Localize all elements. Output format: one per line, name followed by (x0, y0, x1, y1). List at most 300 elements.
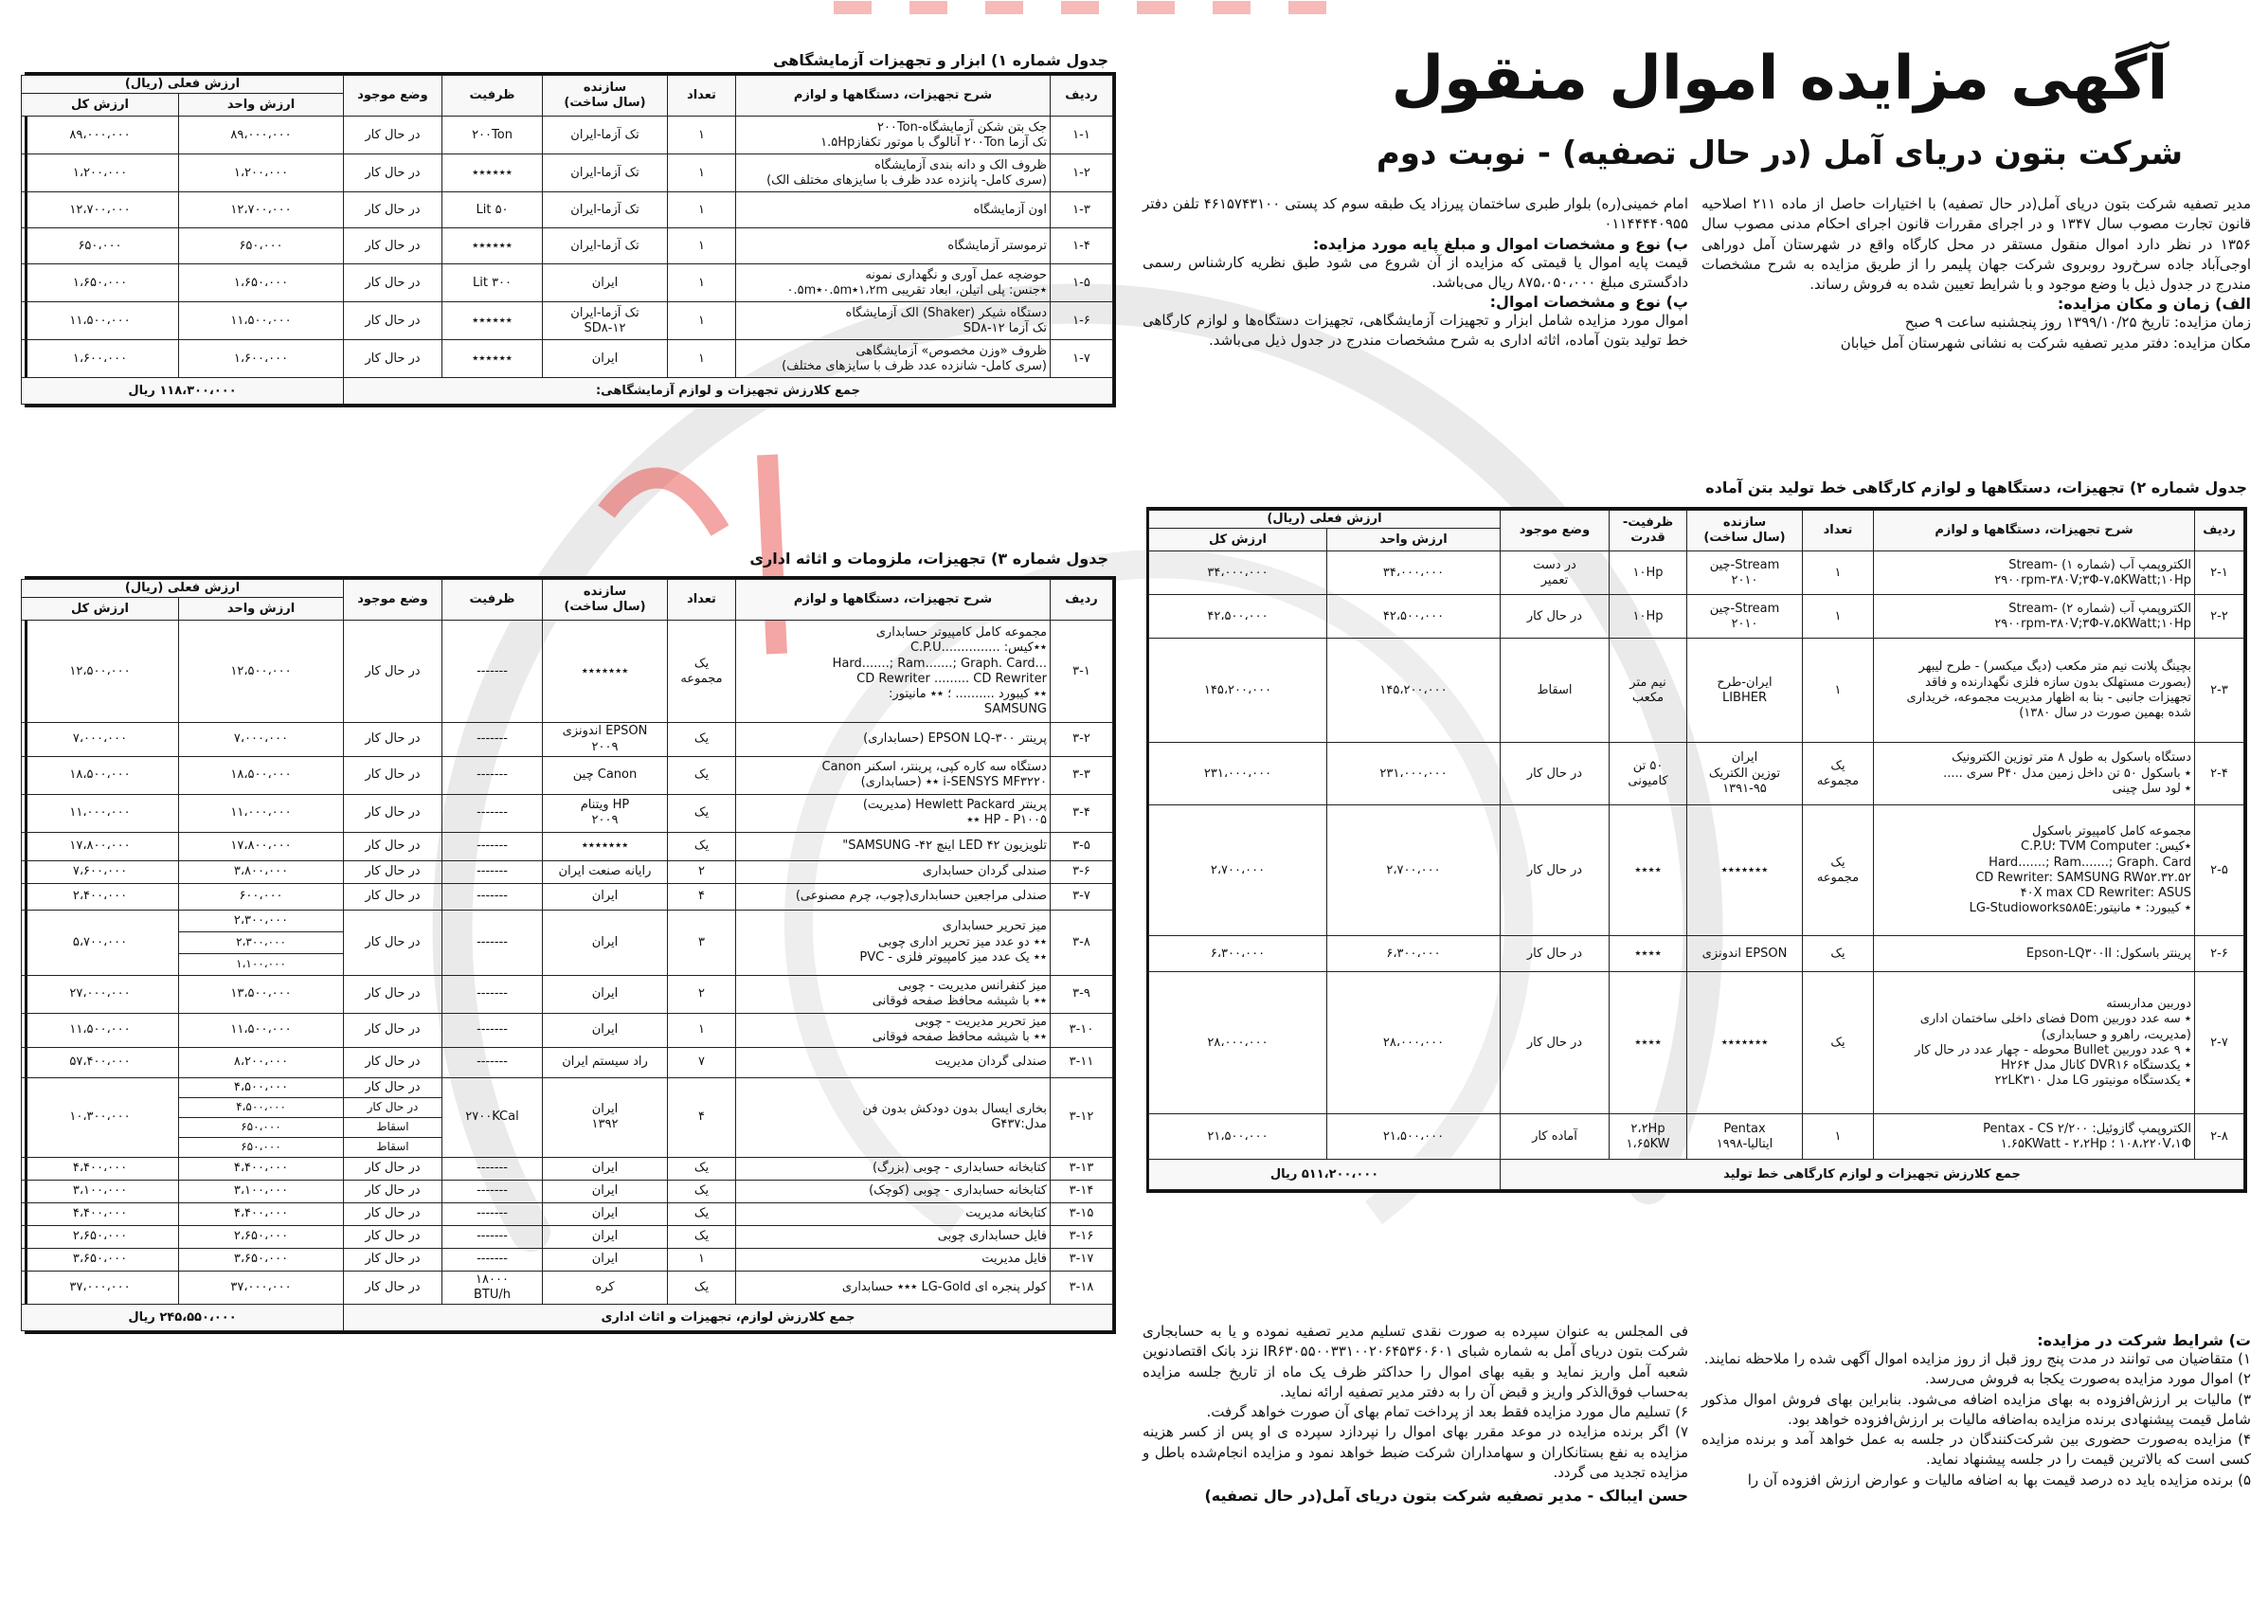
item-maker: ایران توزین الکتریک ۱۳۹۱-۹۵ (1687, 743, 1803, 805)
item-description: کولر پنجره ای LG-Gold ٭٭٭ حسابداری (736, 1271, 1051, 1305)
item-quantity: ۱ (668, 228, 736, 264)
item-quantity: یک (668, 1271, 736, 1305)
item-total-value: ۱،۶۰۰،۰۰۰ (21, 340, 178, 378)
item-status: در حال کار (344, 794, 442, 832)
item-quantity: یک (668, 794, 736, 832)
intro-right-column (1701, 194, 2251, 353)
item-total-value: ۷،۶۰۰،۰۰۰ (21, 860, 178, 883)
table-row (21, 264, 1112, 302)
col-header-quantity: تعداد (1803, 511, 1874, 551)
item-total-value: ۲،۷۰۰،۰۰۰ (1148, 805, 1326, 936)
col-header-description: شرح تجهیزات، دستگاهها و لوازم (1874, 511, 2195, 551)
item-quantity: ۲ (668, 860, 736, 883)
item-maker: ایران (543, 1248, 668, 1271)
table-row (21, 302, 1112, 340)
item-maker: Pentax ایتالیا-۱۹۹۸ (1687, 1114, 1803, 1160)
sum-value: ۱۱۸،۳۰۰،۰۰۰ ریال (21, 378, 343, 405)
table-header-row (21, 76, 1112, 94)
item-capacity: ------- (442, 1157, 543, 1180)
row-number: ۳-۱۰ (1051, 1013, 1113, 1047)
item-quantity: یک (668, 832, 736, 860)
sum-value: ۵۱۱،۲۰۰،۰۰۰ ریال (1148, 1160, 1500, 1190)
item-maker: کره (543, 1271, 668, 1305)
item-capacity: ۱۸۰۰۰ BTU/h (442, 1271, 543, 1305)
item-total-value: ۱۷،۸۰۰،۰۰۰ (21, 832, 178, 860)
item-total-value: ۳،۶۵۰،۰۰۰ (21, 1248, 178, 1271)
col-header-current-value: ارزش فعلی (ریال) (21, 580, 343, 598)
item-quantity: یک (668, 723, 736, 757)
sum-label: جمع کلارزش لوازم، تجهیزات و اثاث اداری (344, 1305, 1113, 1331)
item-quantity: یک (668, 1157, 736, 1180)
item-unit-value: ۷،۰۰۰،۰۰۰ (179, 723, 344, 757)
item-status: در حال کار (1501, 743, 1610, 805)
item-unit-value: ۱،۱۰۰،۰۰۰ (179, 953, 344, 975)
item-maker: ایران (543, 340, 668, 378)
item-status: در حال کار (344, 1225, 442, 1248)
item-quantity: یک مجموعه (1803, 805, 1874, 936)
item-description: ترموستر آزمایشگاه (736, 228, 1051, 264)
item-unit-value: ۸،۲۰۰،۰۰۰ (179, 1047, 344, 1077)
item-description: دستگاه سه کاره کپی، پرینتر، اسکنر Canon i-SENSYS MF۳۲۲۰ ٭٭ (حسابداری) (736, 756, 1051, 794)
item-capacity: ------- (442, 832, 543, 860)
item-total-value: ۳۴،۰۰۰،۰۰۰ (1148, 551, 1326, 595)
item-capacity: ۳۰۰ Lit (442, 264, 543, 302)
table-sum-row (21, 378, 1112, 405)
table-row (1148, 936, 2243, 972)
table-3-title: جدول شماره ۳) تجهیزات، ملزومات و اثاثه اداری (749, 550, 1108, 568)
item-capacity: ------- (442, 1013, 543, 1047)
table-row (21, 192, 1112, 228)
item-status: در دست تعمیر (1501, 551, 1610, 595)
item-description: جک بتن شکن آزمایشگاه-۲۰۰Ton تک آزما ۲۰۰Ton آنالوگ با موتور تکفاز۱.۵Hp (736, 117, 1051, 154)
item-total-value: ۱۱،۰۰۰،۰۰۰ (21, 794, 178, 832)
item-unit-value: ۲۳۱،۰۰۰،۰۰۰ (1327, 743, 1501, 805)
item-capacity: ۵۰ Lit (442, 192, 543, 228)
item-maker: ایران (543, 1202, 668, 1225)
item-quantity: ۲ (668, 975, 736, 1013)
item-capacity: ------- (442, 1047, 543, 1077)
col-header-capacity: ظرفیت (442, 76, 543, 117)
table-row (21, 621, 1112, 723)
item-unit-value: ۶۵۰،۰۰۰ (179, 228, 344, 264)
item-status: در حال کار (344, 1077, 442, 1097)
conditions-right-column (1701, 1331, 2251, 1490)
item-unit-value: ۳۷،۰۰۰،۰۰۰ (179, 1271, 344, 1305)
item-quantity: ۱ (1803, 639, 1874, 743)
item-status: در حال کار (344, 228, 442, 264)
table-row (21, 1180, 1112, 1202)
item-total-value: ۴،۴۰۰،۰۰۰ (21, 1202, 178, 1225)
section-heading-assets: پ) نوع و مشخصات اموال: (1489, 293, 1688, 312)
row-number: ۲-۶ (2195, 936, 2244, 972)
item-status: در حال کار (344, 264, 442, 302)
table-row (21, 975, 1112, 1013)
item-status: در حال کار (344, 340, 442, 378)
item-status: در حال کار (344, 154, 442, 192)
item-quantity: ۱ (668, 117, 736, 154)
conditions-left-column (1143, 1322, 1688, 1505)
row-number: ۳-۱۳ (1051, 1157, 1113, 1180)
col-header-current-value: ارزش فعلی (ریال) (21, 76, 343, 94)
item-status: آماده کار (1501, 1114, 1610, 1160)
item-capacity: ٭٭٭٭٭٭ (442, 228, 543, 264)
item-maker: تک آزما-ایران (543, 154, 668, 192)
item-quantity: یک (668, 1180, 736, 1202)
col-header-maker: سازنده (سال ساخت) (543, 76, 668, 117)
item-description: دوربین مداربسته ٭ سه عدد دوربین Dom فضای داخلی ساختمان اداری (مدیریت، راهرو و حسابداری) ٭ ۹ عدد دوربین Bullet محوطه - چهار عدد در حال کار ٭ یکدستگاه DVR۱۶ کانال مدل H۲۶۴ ٭ یکدستگاه مونیتور LG مدل ۲۲LK۳۱۰ (1874, 972, 2195, 1114)
table-row (1148, 551, 2243, 595)
item-capacity: ------- (442, 910, 543, 975)
item-status: در حال کار (1501, 936, 1610, 972)
assets-description: اموال مورد مزایده شامل ابزار و تجهیزات آزمایشگاهی، تجهیزات دستگاه‌ها و لوازم کارگاهی خط تولید بتون آماده، اثاثه اداری به شرح مشخصات مندرج در جدول ذیل می‌باشد. (1143, 312, 1688, 350)
row-number: ۳-۹ (1051, 975, 1113, 1013)
item-total-value: ۵،۷۰۰،۰۰۰ (21, 910, 178, 975)
item-description: میز تحریر مدیریت - چوبی ٭٭ با شیشه محافظ صفحه فوقانی (736, 1013, 1051, 1047)
item-capacity: ٭٭٭٭٭٭ (442, 154, 543, 192)
table-sum-row (21, 1305, 1112, 1331)
item-description: فایل مدیریت (736, 1248, 1051, 1271)
item-description: صندلی گردان مدیریت (736, 1047, 1051, 1077)
row-number: ۳-۵ (1051, 832, 1113, 860)
item-maker: ایران ۱۳۹۲ (543, 1077, 668, 1157)
item-maker: ایران (543, 975, 668, 1013)
row-number: ۱-۱ (1051, 117, 1113, 154)
item-description: الکتروپمپ آب (شماره ۱) -Stream ۲۹۰۰rpm-۳۸۰V;۳Φ-۷،۵KWatt;۱۰Hp (1874, 551, 2195, 595)
item-capacity: ------- (442, 975, 543, 1013)
item-maker: HP ویتنام ۲۰۰۹ (543, 794, 668, 832)
sum-value: ۲۴۵،۵۵۰،۰۰۰ ریال (21, 1305, 343, 1331)
item-unit-value: ۲،۳۰۰،۰۰۰ (179, 931, 344, 953)
table-1-body (21, 76, 1112, 405)
item-capacity: ------- (442, 1202, 543, 1225)
table-2-title: جدول شماره ۲) تجهیزات، دستگاهها و لوازم کارگاهی خط تولید بتن آماده (1705, 478, 2247, 496)
item-status: در حال کار (344, 860, 442, 883)
item-maker: ٭٭٭٭٭٭٭ (1687, 805, 1803, 936)
row-number: ۱-۲ (1051, 154, 1113, 192)
item-unit-value: ۲،۳۰۰،۰۰۰ (179, 910, 344, 931)
item-description: دستگاه شیکر (Shaker) الک آزمایشگاه تک آزما SD۸-۱۲ (736, 302, 1051, 340)
item-status: در حال کار (344, 302, 442, 340)
item-total-value: ۷،۰۰۰،۰۰۰ (21, 723, 178, 757)
row-number: ۲-۵ (2195, 805, 2244, 936)
row-number: ۲-۴ (2195, 743, 2244, 805)
item-description: حوضچه عمل آوری و نگهداری نمونه ٭جنس: پلی اتیلن، ابعاد تقریبی ۱،۲m٭۰.۵m٭۰.۵m (736, 264, 1051, 302)
col-header-current-value: ارزش فعلی (ریال) (1148, 511, 1500, 529)
item-unit-value: ۳،۸۰۰،۰۰۰ (179, 860, 344, 883)
item-unit-value: ۴۲،۵۰۰،۰۰۰ (1327, 595, 1501, 639)
row-number: ۲-۱ (2195, 551, 2244, 595)
section-heading-time-place: الف) زمان و مکان مزایده: (2057, 295, 2251, 314)
table-row (1148, 595, 2243, 639)
table-row (21, 794, 1112, 832)
item-unit-value: ۴،۴۰۰،۰۰۰ (179, 1157, 344, 1180)
item-status: در حال کار (344, 1202, 442, 1225)
table-row (21, 1225, 1112, 1248)
item-status: در حال کار (344, 117, 442, 154)
item-capacity: ۲۰۰Ton (442, 117, 543, 154)
table-row (21, 1157, 1112, 1180)
item-capacity: ------- (442, 756, 543, 794)
item-description: مجموعه کامل کامپیوتر حسابداری ٭٭کیس: ...............C.P.U ...Hard.......; Ram.......; Graph. Card CD Rewriter ......... CD Rewriter ٭٭ کیبورد .......... ؛ ٭٭ مانیتور: SAMSUNG (736, 621, 1051, 723)
col-header-unit-value: ارزش واحد (179, 598, 344, 621)
table-1-title: جدول شماره ۱) ابزار و تجهیزات آزمایشگاهی (773, 51, 1108, 69)
table-row (1148, 639, 2243, 743)
row-number: ۳-۲ (1051, 723, 1113, 757)
item-total-value: ۴،۴۰۰،۰۰۰ (21, 1157, 178, 1180)
item-status: در حال کار (344, 723, 442, 757)
col-header-row: ردیف (1051, 580, 1113, 621)
item-capacity: ۱۰Hp (1610, 595, 1687, 639)
item-maker: ایران (543, 1157, 668, 1180)
item-quantity: ۱ (1803, 551, 1874, 595)
item-total-value: ۲۱،۵۰۰،۰۰۰ (1148, 1114, 1326, 1160)
table-row (21, 723, 1112, 757)
row-number: ۳-۶ (1051, 860, 1113, 883)
item-maker: ٭٭٭٭٭٭٭ (543, 832, 668, 860)
item-total-value: ۸۹،۰۰۰،۰۰۰ (21, 117, 178, 154)
row-number: ۱-۴ (1051, 228, 1113, 264)
item-total-value: ۱۴۵،۲۰۰،۰۰۰ (1148, 639, 1326, 743)
item-description: الکتروپمپ آب (شماره ۲) -Stream ۲۹۰۰rpm-۳۸۰V;۳Φ-۷،۵KWatt;۱۰Hp (1874, 595, 2195, 639)
item-status: در حال کار (344, 1047, 442, 1077)
item-description: دستگاه باسکول به طول ۸ متر توزین الکترونیک ٭ باسکول ۵۰ تن داخل زمین مدل P۴۰ سری ..... ٭ لود سل چینی (1874, 743, 2195, 805)
table-row (21, 1248, 1112, 1271)
item-quantity: یک (668, 756, 736, 794)
item-status: در حال کار (344, 1097, 442, 1117)
intro-left-column (1143, 194, 1688, 352)
table-row (21, 832, 1112, 860)
section-heading-conditions: ت) شرایط شرکت در مزایده: (2037, 1331, 2251, 1349)
table-2 (1146, 507, 2247, 1193)
col-header-status: وضع موجود (1501, 511, 1610, 551)
intro-paragraph: مدیر تصفیه شرکت بتون دریای آمل(در حال تصفیه) با اختیارات حاصل از ماده ۲۱۱ اصلاحیه قانون تجارت مصوب سال ۱۳۴۷ و در اجرای مقررات قانون اجرای احکام مدنی مصوب سال ۱۳۵۶ در نظر دارد اموال منقول مستقر در محل کارگاه واقع در شهرستان آمل دوراهی اوجی‌آباد جاده سرخ‌رود روبروی شرکت جهان پلیمر را از طریق مزایده به شرح مشخصات مندرج در جدول ذیل با وضع موجود و با شرایط تعیین شده به فروش رساند. (1701, 195, 2252, 294)
item-total-value: ۲۳۱،۰۰۰،۰۰۰ (1148, 743, 1326, 805)
table-row (21, 756, 1112, 794)
row-number: ۳-۳ (1051, 756, 1113, 794)
item-unit-value: ۱۳،۵۰۰،۰۰۰ (179, 975, 344, 1013)
item-total-value: ۴۲،۵۰۰،۰۰۰ (1148, 595, 1326, 639)
item-unit-value: ۱۸،۵۰۰،۰۰۰ (179, 756, 344, 794)
col-header-unit-value: ارزش واحد (1327, 529, 1501, 551)
item-total-value: ۶،۳۰۰،۰۰۰ (1148, 936, 1326, 972)
item-unit-value: ۱۴۵،۲۰۰،۰۰۰ (1327, 639, 1501, 743)
sum-label: جمع کلارزش تجهیزات و لوازم کارگاهی خط تولید (1501, 1160, 2244, 1190)
item-status: اسقاط (1501, 639, 1610, 743)
item-description: کتابخانه حسابداری - چوبی (بزرگ) (736, 1157, 1051, 1180)
item-unit-value: ۱۲،۷۰۰،۰۰۰ (179, 192, 344, 228)
item-capacity: ٭٭٭٭٭٭ (442, 302, 543, 340)
item-maker: رایانه صنعت ایران (543, 860, 668, 883)
row-number: ۲-۲ (2195, 595, 2244, 639)
item-description: فایل حسابداری چوبی (736, 1225, 1051, 1248)
table-sum-row (1148, 1160, 2243, 1190)
table-3 (25, 576, 1116, 1334)
item-capacity: نیم متر مکعب (1610, 639, 1687, 743)
item-unit-value: ۴،۵۰۰،۰۰۰ (179, 1097, 344, 1117)
table-3-body (21, 580, 1112, 1331)
item-description: پرینتر Hewlett Packard (مدیریت) HP - P۱۰۰۵ ٭٭ (736, 794, 1051, 832)
row-number: ۳-۱۱ (1051, 1047, 1113, 1077)
col-header-maker: سازنده (سال ساخت) (543, 580, 668, 621)
table-header-row (21, 580, 1112, 598)
item-quantity: یک مجموعه (668, 621, 736, 723)
item-status: در حال کار (344, 621, 442, 723)
item-unit-value: ۱۲،۵۰۰،۰۰۰ (179, 621, 344, 723)
item-total-value: ۲۷،۰۰۰،۰۰۰ (21, 975, 178, 1013)
item-unit-value: ۱،۶۰۰،۰۰۰ (179, 340, 344, 378)
item-capacity: ٭٭٭٭ (1610, 936, 1687, 972)
item-status: در حال کار (344, 192, 442, 228)
item-maker: ایران (543, 883, 668, 910)
item-capacity: ------- (442, 621, 543, 723)
item-capacity: ۱۰Hp (1610, 551, 1687, 595)
item-quantity: ۱ (668, 340, 736, 378)
item-description: پرینتر EPSON LQ-۳۰۰ (حسابداری) (736, 723, 1051, 757)
item-unit-value: ۶۵۰،۰۰۰ (179, 1137, 344, 1157)
table-row (21, 1047, 1112, 1077)
item-maker: تک آزما-ایران SD۸-۱۲ (543, 302, 668, 340)
item-unit-value: ۲۸،۰۰۰،۰۰۰ (1327, 972, 1501, 1114)
item-total-value: ۱۸،۵۰۰،۰۰۰ (21, 756, 178, 794)
col-header-quantity: تعداد (668, 580, 736, 621)
row-number: ۳-۸ (1051, 910, 1113, 975)
item-quantity: ۱ (668, 302, 736, 340)
item-unit-value: ۴،۵۰۰،۰۰۰ (179, 1077, 344, 1097)
item-unit-value: ۲۱،۵۰۰،۰۰۰ (1327, 1114, 1501, 1160)
table-row (21, 910, 1112, 931)
table-row (21, 1202, 1112, 1225)
item-total-value: ۱،۶۵۰،۰۰۰ (21, 264, 178, 302)
item-description: میز کنفرانس مدیریت - چوبی ٭٭ با شیشه محافظ صفحه فوقانی (736, 975, 1051, 1013)
item-status: در حال کار (344, 1271, 442, 1305)
item-maker: ٭٭٭٭٭٭٭ (1687, 972, 1803, 1114)
item-description: صندلی گردان حسابداری (736, 860, 1051, 883)
sum-label: جمع کلارزش تجهیزات و لوازم آزمایشگاهی: (344, 378, 1113, 405)
item-status: در حال کار (1501, 805, 1610, 936)
item-status: در حال کار (344, 1248, 442, 1271)
item-capacity: ------- (442, 1248, 543, 1271)
item-status: در حال کار (344, 1180, 442, 1202)
section-heading-base-price: ب) نوع و مشخصات اموال و مبلغ پایه مورد مزایده: (1312, 234, 1688, 253)
item-capacity: ۲،۲Hp ۱،۶۵KW (1610, 1114, 1687, 1160)
item-maker: ایران (543, 1180, 668, 1202)
item-quantity: ۱ (668, 1248, 736, 1271)
col-header-total-value: ارزش کل (1148, 529, 1326, 551)
item-capacity: ٭٭٭٭ (1610, 805, 1687, 936)
row-number: ۳-۱۲ (1051, 1077, 1113, 1157)
table-2-body (1148, 511, 2243, 1190)
row-number: ۱-۵ (1051, 264, 1113, 302)
item-capacity: ------- (442, 1180, 543, 1202)
item-quantity: ۱ (668, 264, 736, 302)
item-quantity: ۱ (1803, 1114, 1874, 1160)
item-total-value: ۱۱،۵۰۰،۰۰۰ (21, 302, 178, 340)
item-description: صندلی مراجعین حسابداری(چوب، چرم مصنوعی) (736, 883, 1051, 910)
item-quantity: ۴ (668, 883, 736, 910)
item-unit-value: ۱،۲۰۰،۰۰۰ (179, 154, 344, 192)
item-quantity: ۴ (668, 1077, 736, 1157)
item-capacity: ------- (442, 860, 543, 883)
item-unit-value: ۶،۳۰۰،۰۰۰ (1327, 936, 1501, 972)
item-status: اسقاط (344, 1117, 442, 1137)
item-unit-value: ۴،۴۰۰،۰۰۰ (179, 1202, 344, 1225)
row-number: ۳-۴ (1051, 794, 1113, 832)
item-maker: ایران (543, 1225, 668, 1248)
auction-time-place: زمان مزایده: تاریخ ۱۳۹۹/۱۰/۲۵ روز پنجشنبه ساعت ۹ صبح مکان مزایده: دفتر مدیر تصفیه شرکت به نشانی شهرستان آمل خیابان (1840, 314, 2251, 352)
item-status: اسقاط (344, 1137, 442, 1157)
row-number: ۳-۷ (1051, 883, 1113, 910)
col-header-row: ردیف (2195, 511, 2244, 551)
item-unit-value: ۶۵۰،۰۰۰ (179, 1117, 344, 1137)
row-number: ۲-۳ (2195, 639, 2244, 743)
item-description: بخاری ایسال بدون دودکش بدون فن مدل:G۴۳۷ (736, 1077, 1051, 1157)
table-row (21, 154, 1112, 192)
office-address: امام خمینی(ره) بلوار طبری ساختمان پیرزاد یک طبقه سوم کد پستی ۴۶۱۵۷۴۳۱۰۰ تلفن دفتر ۰۱۱۴۴۴۴۰۹۵۵ (1143, 195, 1688, 233)
item-description: اون آزمایشگاه (736, 192, 1051, 228)
item-status: در حال کار (344, 832, 442, 860)
item-unit-value: ۶۰۰،۰۰۰ (179, 883, 344, 910)
page-subtitle: شرکت بتون دریای آمل (در حال تصفیه) - نوبت دوم (1376, 135, 2184, 172)
col-header-capacity: ظرفیت (442, 580, 543, 621)
liquidator-signature: حسن ایبالک - مدیر تصفیه شرکت بتون دریای آمل(در حال تصفیه) (1204, 1487, 1688, 1506)
row-number: ۳-۱۶ (1051, 1225, 1113, 1248)
item-unit-value: ۱۱،۵۰۰،۰۰۰ (179, 302, 344, 340)
item-total-value: ۵۷،۴۰۰،۰۰۰ (21, 1047, 178, 1077)
item-maker: Canon چین (543, 756, 668, 794)
item-description: کتابخانه حسابداری - چوبی (کوچک) (736, 1180, 1051, 1202)
item-unit-value: ۸۹،۰۰۰،۰۰۰ (179, 117, 344, 154)
item-description: ظروف «وزن مخصوص» آزمایشگاهی (سری کامل- شانزده عدد ظرف با سایزهای مختلف) (736, 340, 1051, 378)
item-quantity: ۱ (668, 154, 736, 192)
col-header-maker: سازنده (سال ساخت) (1687, 511, 1803, 551)
item-maker: EPSON اندونزی (1687, 936, 1803, 972)
item-capacity: ۲۷۰۰KCal (442, 1077, 543, 1157)
item-quantity: یک (668, 1202, 736, 1225)
col-header-capacity: ظرفیت- قدرت (1610, 511, 1687, 551)
item-quantity: ۱ (668, 192, 736, 228)
item-maker: تک آزما-ایران (543, 192, 668, 228)
item-capacity: ------- (442, 723, 543, 757)
col-header-status: وضع موجود (344, 580, 442, 621)
item-description: پرینتر باسکول: Epson-LQ۳۰۰II (1874, 936, 2195, 972)
table-row (21, 860, 1112, 883)
item-total-value: ۱۱،۵۰۰،۰۰۰ (21, 1013, 178, 1047)
row-number: ۱-۷ (1051, 340, 1113, 378)
row-number: ۲-۷ (2195, 972, 2244, 1114)
col-header-status: وضع موجود (344, 76, 442, 117)
item-unit-value: ۱۱،۰۰۰،۰۰۰ (179, 794, 344, 832)
row-number: ۱-۳ (1051, 192, 1113, 228)
item-maker: Stream-چین ۲۰۱۰ (1687, 595, 1803, 639)
item-maker: Stream-چین ۲۰۱۰ (1687, 551, 1803, 595)
table-row (1148, 1114, 2243, 1160)
table-row (21, 228, 1112, 264)
item-status: در حال کار (344, 1013, 442, 1047)
item-quantity: یک مجموعه (1803, 743, 1874, 805)
item-status: در حال کار (344, 910, 442, 975)
row-number: ۳-۱۵ (1051, 1202, 1113, 1225)
table-row (21, 117, 1112, 154)
item-capacity: ٭٭٭٭ (1610, 972, 1687, 1114)
table-row (21, 1013, 1112, 1047)
col-header-description: شرح تجهیزات، دستگاهها و لوازم (736, 580, 1051, 621)
item-maker: ایران (543, 1013, 668, 1047)
item-total-value: ۲۸،۰۰۰،۰۰۰ (1148, 972, 1326, 1114)
item-unit-value: ۱،۶۵۰،۰۰۰ (179, 264, 344, 302)
base-price-text: قیمت پایه اموال یا قیمتی که مزایده از آن شروع می شود طبق نظریه کارشناس رسمی دادگستری مبلغ ۸۷۵،۰۵۰،۰۰۰ ریال می‌باشد. (1143, 253, 1688, 291)
item-unit-value: ۳۴،۰۰۰،۰۰۰ (1327, 551, 1501, 595)
item-status: در حال کار (1501, 595, 1610, 639)
